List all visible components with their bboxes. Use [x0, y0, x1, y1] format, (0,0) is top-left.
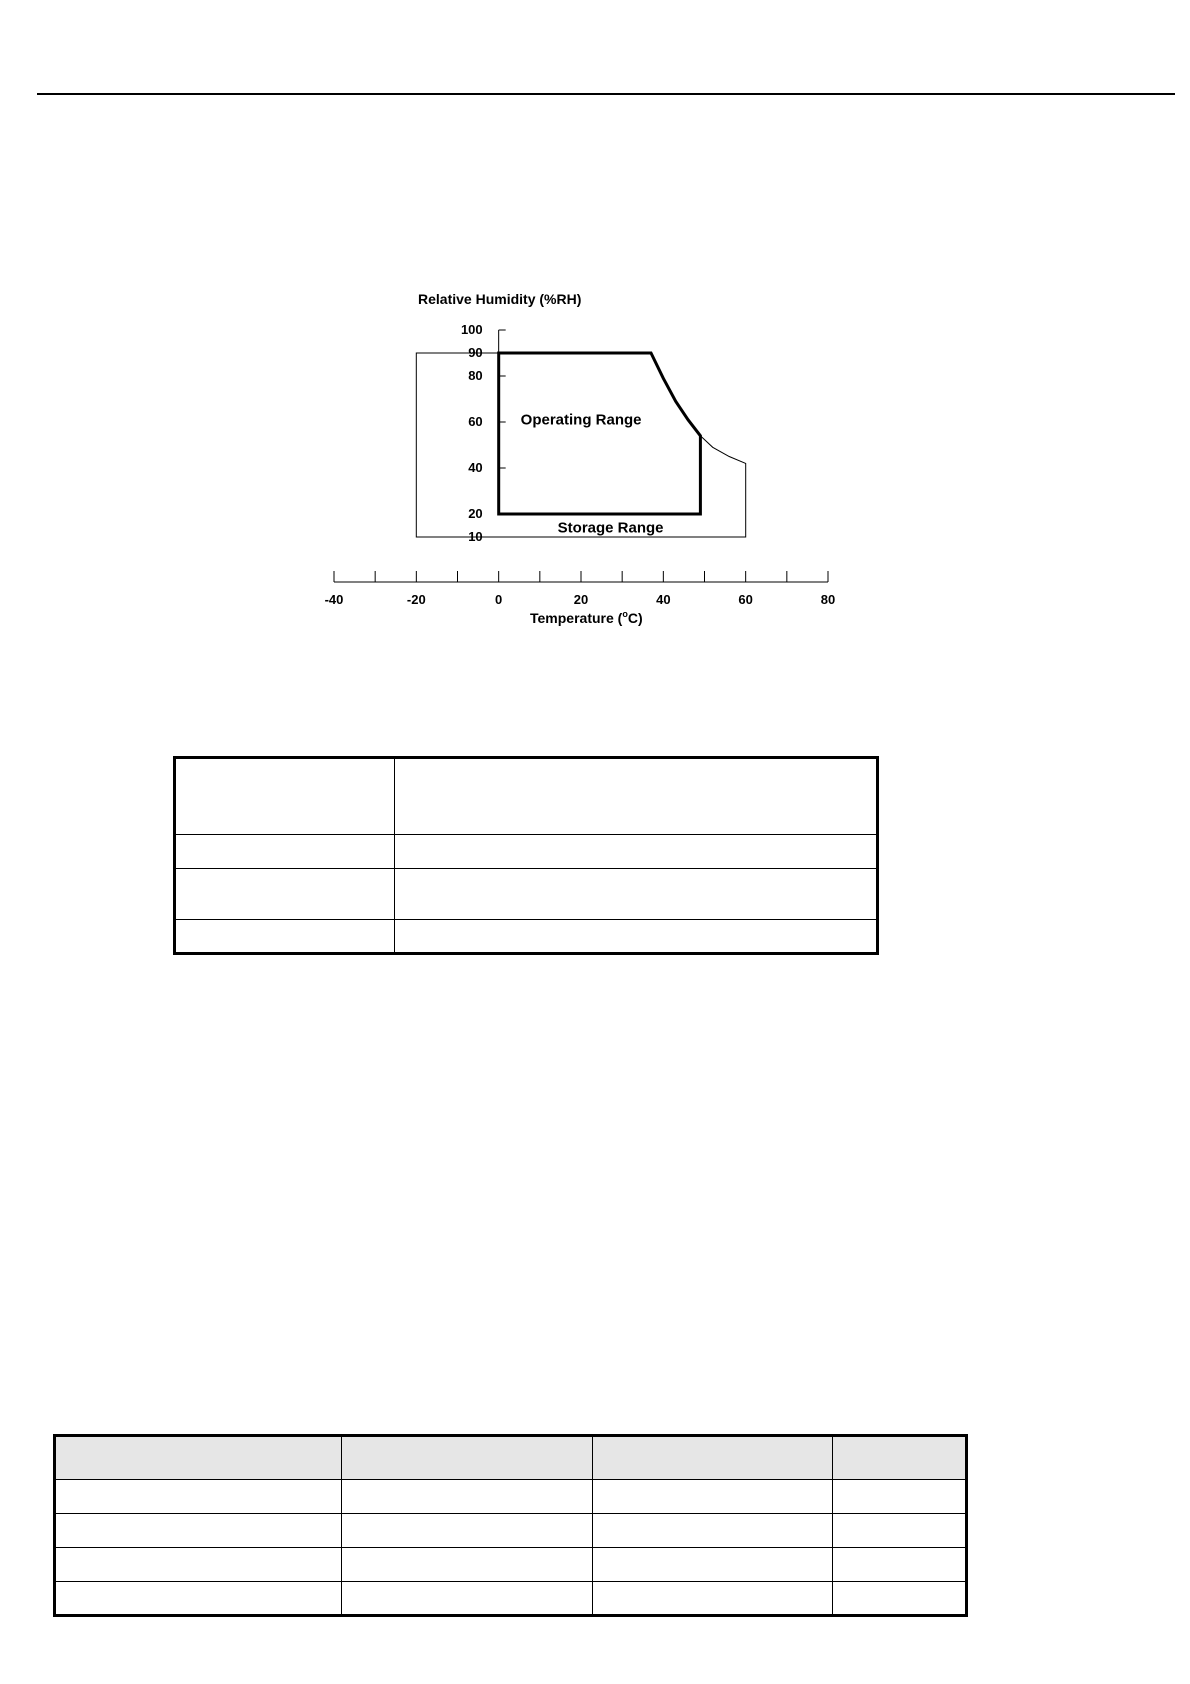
table-row: [175, 835, 878, 869]
x-tick-label: 60: [738, 592, 753, 607]
table-row: [55, 1582, 967, 1616]
x-tick-label: -40: [324, 592, 344, 607]
table-cell: [55, 1548, 342, 1582]
table-row: [175, 869, 878, 920]
y-tick-label: 20: [468, 506, 483, 521]
storage-range-outline: [416, 353, 745, 537]
x-tick-label: 40: [656, 592, 671, 607]
table-cell: [55, 1514, 342, 1548]
header-rule: [37, 93, 1175, 95]
table-cell: [55, 1480, 342, 1514]
table-header-cell: [55, 1436, 342, 1480]
table-cell: [593, 1514, 833, 1548]
table-cell: [395, 920, 878, 954]
table-cell: [175, 869, 395, 920]
y-axis-label: Relative Humidity (%RH): [418, 291, 582, 307]
table-cell: [833, 1548, 967, 1582]
table-cell: [395, 869, 878, 920]
table-cell: [342, 1548, 593, 1582]
x-tick-label: -20: [406, 592, 426, 607]
y-tick-label: 90: [468, 345, 483, 360]
table-header-cell: [593, 1436, 833, 1480]
y-tick-label: 80: [468, 368, 483, 383]
table-cell: [833, 1514, 967, 1548]
table-cell: [342, 1480, 593, 1514]
operating-range-outline: [499, 353, 701, 514]
table-cell: [395, 835, 878, 869]
operating-range-label: Operating Range: [520, 411, 642, 429]
table-cell: [833, 1582, 967, 1616]
x-axis-label-main: Temperature (: [530, 610, 623, 626]
x-axis-label: [530, 609, 643, 626]
table-cell: [55, 1582, 342, 1616]
table-cell: [833, 1480, 967, 1514]
x-tick-label: 20: [573, 592, 589, 607]
table-row: [55, 1480, 967, 1514]
table-header-cell: [342, 1436, 593, 1480]
x-tick-label: 0: [495, 592, 503, 607]
table-cell: [593, 1480, 833, 1514]
spec-table-1: [173, 756, 879, 955]
table-header-row: [55, 1436, 967, 1480]
y-tick-label: 10: [468, 529, 483, 544]
table-cell: [342, 1582, 593, 1616]
chart-svg: [290, 285, 910, 650]
x-axis-label-suffix: C): [627, 610, 643, 626]
table-row: [175, 758, 878, 835]
x-axis-label-sup: o: [622, 609, 628, 619]
table-header-cell: [833, 1436, 967, 1480]
storage-range-label: Storage Range: [557, 519, 664, 537]
table-cell: [395, 758, 878, 835]
table-row: [55, 1548, 967, 1582]
table-cell: [593, 1548, 833, 1582]
table-cell: [175, 835, 395, 869]
table-cell: [175, 920, 395, 954]
table-cell: [342, 1514, 593, 1548]
y-tick-label: 60: [468, 414, 483, 429]
y-tick-label: 100: [460, 322, 483, 337]
table-row: [55, 1514, 967, 1548]
x-tick-label: 80: [820, 592, 836, 607]
temperature-humidity-chart: [290, 285, 910, 650]
table-cell: [593, 1582, 833, 1616]
table-cell: [175, 758, 395, 835]
table-row: [175, 920, 878, 954]
y-tick-label: 40: [468, 460, 483, 475]
spec-table-2: [53, 1434, 968, 1617]
